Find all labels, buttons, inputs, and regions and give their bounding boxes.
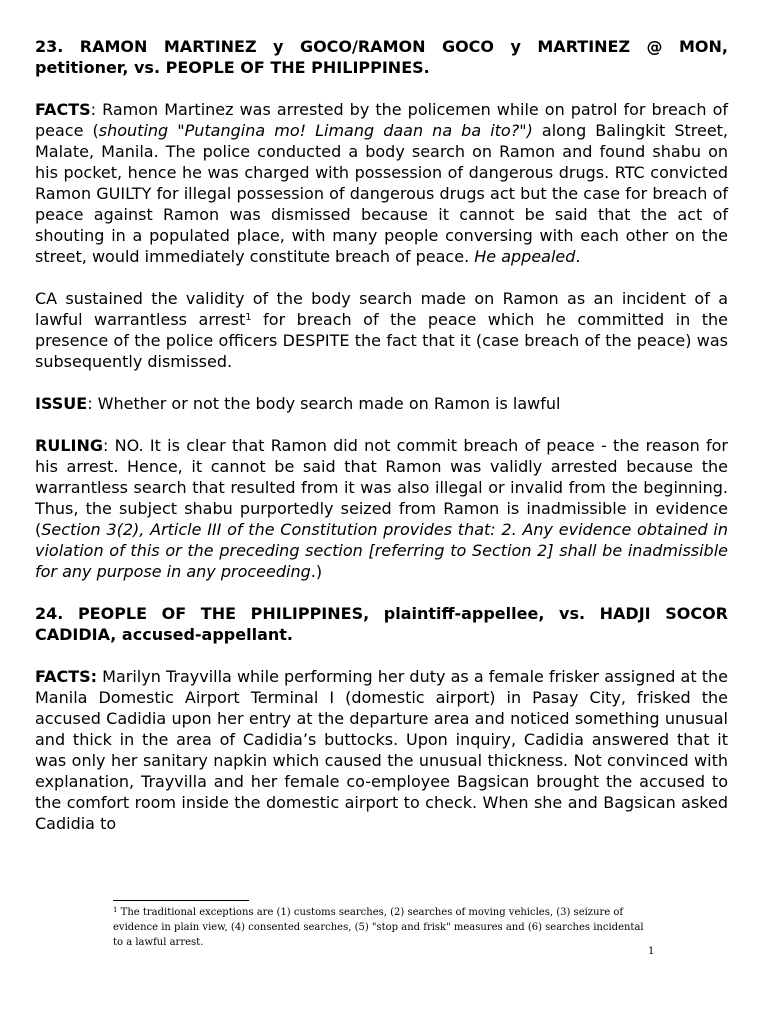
document-body — [35, 36, 728, 855]
ca-text-2: for breach of the peace which he committed in the presence of the police officers DESPITE the fact that it (case breach of the peace) was subsequently dismissed. — [35, 310, 729, 371]
case-23-issue — [35, 393, 728, 414]
ca-text-1: CA sustained the validity of the body search made on Ramon as an incident of a lawful warrantless arrest — [35, 289, 728, 329]
facts-label: FACTS — [35, 100, 91, 119]
footnote-separator — [113, 900, 249, 901]
footnote-number: 1 — [113, 906, 118, 914]
facts-text-2: along Balingkit Street, Malate, Manila. The police conducted a body search on Ramon and found shabu on his pocket, hence he was charged with possession of dangerous drugs. RTC convicted Ramon GUILTY for illegal possession of dangerous drugs act but the case for breach of peace against Ramon was dismissed because it cannot be said that the act of shouting in a populated place, with many people conversing with each other on the street, would immediately constitute breach of peace. — [35, 121, 729, 266]
case-24-facts — [35, 666, 728, 834]
case-23-ruling — [35, 435, 728, 582]
facts-text-1: : Ramon Martinez was arrested by the policemen while on patrol for breach of peace ( — [35, 100, 728, 140]
ruling-label: RULING — [35, 436, 103, 455]
issue-text: : Whether or not the body search made on Ramon is lawful — [87, 394, 561, 413]
issue-label: ISSUE — [35, 394, 88, 413]
ruling-constitution-quote: Section 3(2), Article III of the Constitution provides that: 2. Any evidence obtained in violation of this or the preceding section [referring to Section 2] shall be inadmissible for any purpose in any proceeding — [35, 520, 728, 581]
footnote-reference[interactable]: 1 — [245, 312, 252, 323]
case-23-title: 23. RAMON MARTINEZ y GOCO/RAMON GOCO y MARTINEZ @ MON, petitioner, vs. PEOPLE OF THE PHILIPPINES. — [35, 37, 728, 77]
facts-text-24: Marilyn Trayvilla while performing her duty as a female frisker assigned at the Manila Domestic Airport Terminal I (domestic airport) in Pasay City, frisked the accused Cadidia upon her entry at the departure area and noticed something unusual and thick in the area of Cadidia’s buttocks. Upon inquiry, Cadidia answered that it was only her sanitary napkin which caused the unusual thickness. Not convinced with explanation, Trayvilla and her female co-employee Bagsican brought the accused to the comfort room inside the domestic airport to check. When she and Bagsican asked Cadidia to — [35, 667, 728, 833]
case-24-title: 24. PEOPLE OF THE PHILIPPINES, plaintiff-appellee, vs. HADJI SOCOR CADIDIA, accused-appellant. — [35, 604, 728, 644]
case-23-ca-paragraph — [35, 288, 728, 372]
footnote-text: The traditional exceptions are (1) customs searches, (2) searches of moving vehicles, (3) seizure of evidence in plain view, (4) consented searches, (5) "stop and frisk" measures and (6) searches incidental to a lawful arrest. — [113, 907, 644, 948]
ruling-end: .) — [310, 562, 323, 581]
facts-quote: shouting "Putangina mo! Limang daan na ba ito?") — [98, 121, 533, 140]
ruling-text-1: : NO. It is clear that Ramon did not commit breach of peace - the reason for his arrest. Hence, it cannot be said that Ramon was validly arrested because the warrantless search that resulted from it was also illegal or invalid from the beginning. Thus, the subject shabu purportedly seized from Ramon is inadmissible in evidence ( — [35, 436, 728, 539]
footnote — [113, 905, 653, 950]
facts-label-24: FACTS: — [35, 667, 98, 686]
facts-end: . — [575, 247, 581, 266]
facts-appealed: He appealed — [474, 247, 576, 266]
page-number: 1 — [648, 946, 655, 957]
case-23-facts — [35, 99, 728, 267]
